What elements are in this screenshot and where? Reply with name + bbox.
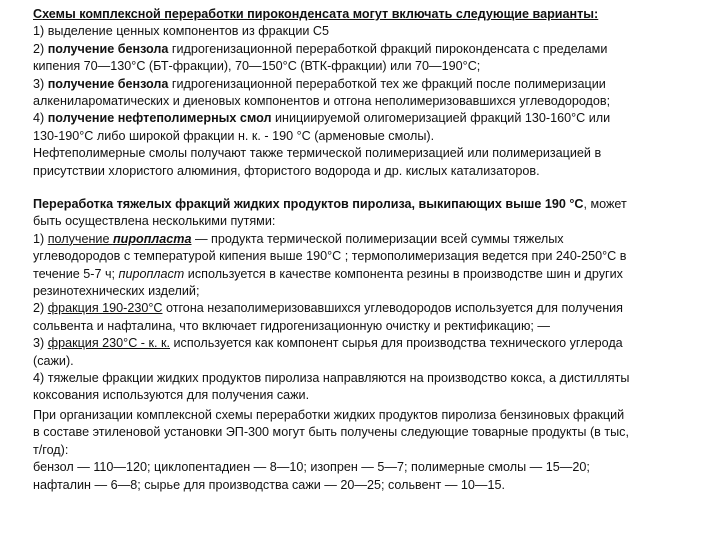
list-item (33, 231, 698, 248)
item-text: течение 5-7 ч; (33, 266, 119, 281)
list-item (33, 300, 698, 317)
item-text: гидрогенизационной переработкой тех же фракций после полимеризации (168, 76, 606, 91)
list-item-continuation: кипения 70—130°С (БТ-фракции), 70—150°С (ВТК-фракции) или 70—190°С; (33, 59, 481, 74)
list-item (33, 41, 698, 58)
list-item-continuation: резинотехнических изделий; (33, 284, 200, 299)
emphasis-text: Переработка тяжелых фракций жидких продуктов пиролиза, выкипающих выше 190 °С (33, 197, 584, 211)
emphasis-text: получение бензола (47, 76, 169, 91)
pyrocondensate-schemes-section (33, 6, 698, 180)
list-item-continuation (33, 266, 698, 283)
item-number: 3) (33, 336, 48, 351)
list-item: 4) тяжелые фракции жидких продуктов пиролиза направляются на производство кокса, а дистилляты (33, 371, 630, 386)
list-item-continuation: углеводородов с температурой кипения выше 190°С ; термополимеризация ведется при 240-250°С в (33, 249, 627, 264)
italic-term: пиропласт (118, 266, 185, 281)
paragraph-line: бензол — 110—120; циклопентадиен — 8—10; изопрен — 5—7; полимерные смолы — 15—20; (33, 460, 590, 475)
note-text: присутствии хлористого алюминия, фтористого водорода и др. кислых катализаторов. (33, 163, 540, 178)
item-text: инициируемой олигомеризацией фракций 130-160°С или (271, 111, 611, 126)
underlined-text: фракция 230°С - к. к. (47, 336, 171, 351)
item-number: 3) (33, 76, 48, 91)
emphasis-text: получение нефтеполимерных смол (47, 111, 272, 126)
item-text: используется в качестве компонента резины в производстве шин и других (184, 266, 623, 281)
section-intro (33, 196, 698, 213)
list-item (33, 76, 698, 93)
item-number: 4) (33, 111, 48, 126)
list-item-continuation: 130-190°С либо широкой фракции н. к. - 190 °С (арменовые смолы). (33, 128, 435, 143)
commercial-products-section (33, 407, 698, 494)
underlined-text: получение (47, 231, 113, 246)
item-text: — продукта термической полимеризации всей суммы тяжелых (191, 231, 564, 246)
list-item-continuation: алкенилароматических и диеновых компонентов и отгона неполимеризовавшихся углеводородов; (33, 94, 611, 109)
paragraph-line: т/год): (33, 442, 69, 457)
underlined-text: фракция 190-230°С (47, 301, 163, 316)
list-item-continuation: коксования используются для получения сажи. (33, 388, 310, 403)
list-item-continuation: (сажи). (33, 353, 74, 368)
paragraph-line: нафталин — 6—8; сырье для производства сажи — 20—25; сольвент — 10—15. (33, 477, 506, 492)
item-text: гидрогенизационной переработкой фракций пироконденсата с пределами (168, 41, 608, 56)
intro-text: , может (583, 197, 627, 211)
list-item-continuation: сольвента и нафталина, что включает гидрогенизационную очистку и ректификацию; — (33, 318, 551, 333)
item-text: используется как компонент сырья для производства технического углерода (170, 336, 623, 351)
heavy-fractions-section (33, 196, 698, 405)
note-text: Нефтеполимерные смолы получают также термической полимеризацией или полимеризацией в (33, 146, 602, 161)
item-number: 2) (33, 301, 48, 316)
item-text: отгона незаполимеризовавшихся углеводородов используется для получения (162, 301, 624, 316)
section-heading: Схемы комплексной переработки пироконденсата могут включать следующие варианты: (33, 7, 599, 21)
list-item (33, 110, 698, 127)
section-intro-continuation: быть осуществлена несколькими путями: (33, 214, 276, 229)
emphasis-text: получение бензола (47, 41, 169, 56)
item-number: 2) (33, 41, 48, 56)
paragraph-line: При организации комплексной схемы переработки жидких продуктов пиролиза бензиновых фракций (33, 408, 625, 422)
list-item: 1) выделение ценных компонентов из фракции С5 (33, 24, 329, 39)
paragraph-line: в составе этиленовой установки ЭП-300 могут быть получены следующие товарные продукты (в тыс, (33, 425, 629, 440)
item-number: 1) (33, 231, 48, 246)
emphasis-term: пиропласта (112, 231, 192, 246)
list-item (33, 335, 698, 352)
